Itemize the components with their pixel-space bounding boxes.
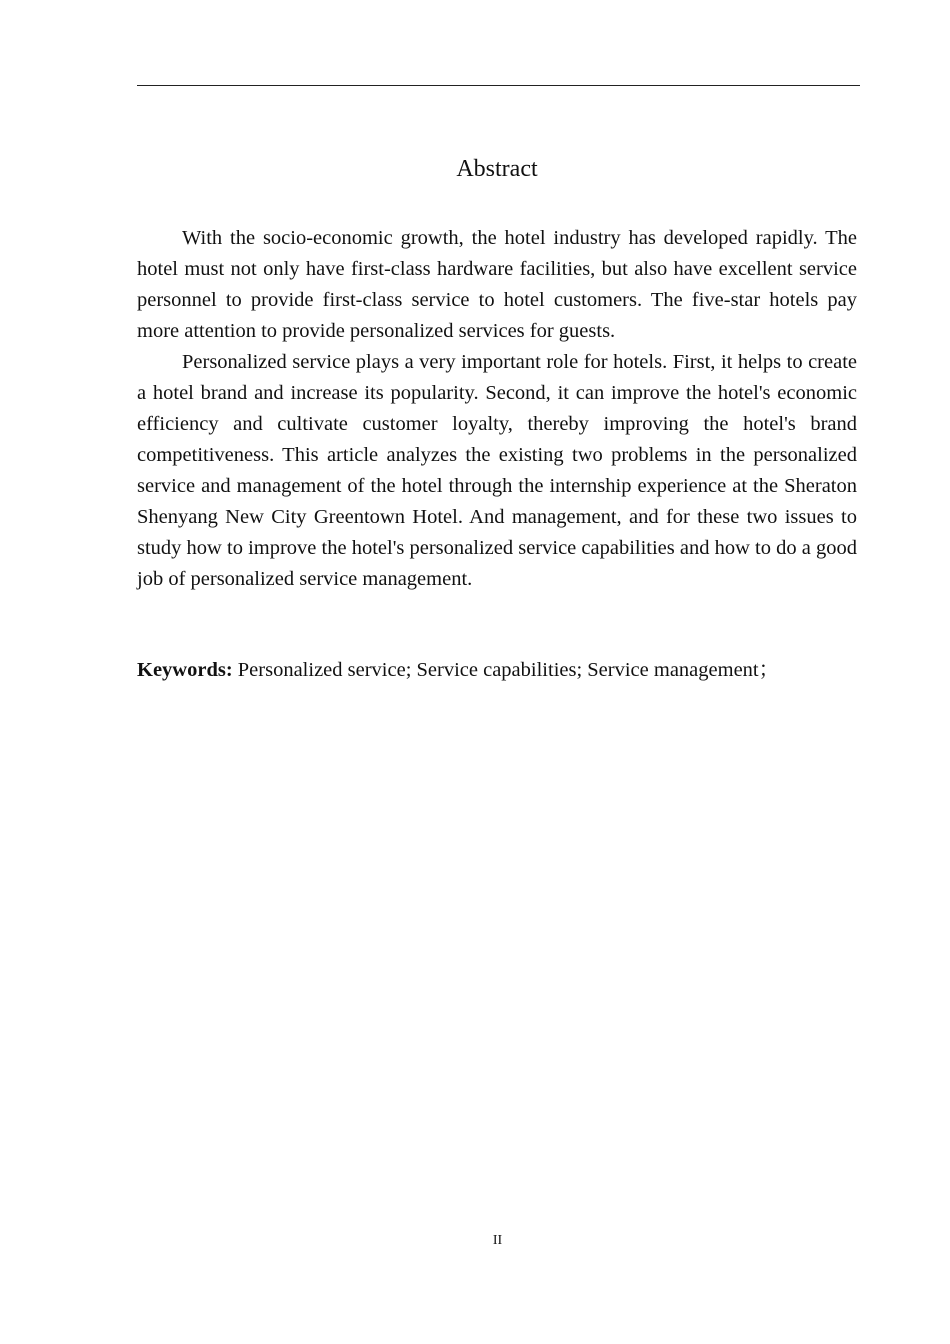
abstract-paragraph-2: Personalized service plays a very important role for hotels. First, it helps to create a hotel brand and increase its popularity. Second, it can improve the hotel's economic efficiency and cultivate customer loyalty, thereby improving the hotel's brand competitiveness. This article analyzes the existing two problems in the personalized service and management of the hotel through the internship experience at the Sheraton Shenyang New City Greentown Hotel. And management, and for these two issues to study how to improve the hotel's personalized service capabilities and how to do a good job of personalized service management. bbox=[137, 351, 857, 590]
keywords-label: Keywords: bbox=[137, 659, 233, 681]
header-rule bbox=[137, 85, 860, 86]
abstract-paragraph-1: With the socio-economic growth, the hotel industry has developed rapidly. The hotel must not only have first-class hardware facilities, but also have excellent service personnel to provide first-class service to hotel customers. The five-star hotels pay more attention to provide personalized services for guests. bbox=[137, 227, 857, 342]
abstract-title: Abstract bbox=[456, 156, 538, 182]
keywords-text: Personalized service; Service capabilities; Service management； bbox=[232, 659, 780, 681]
page-number: II bbox=[492, 1233, 503, 1248]
abstract-body bbox=[137, 223, 857, 595]
keywords-line bbox=[137, 655, 857, 686]
